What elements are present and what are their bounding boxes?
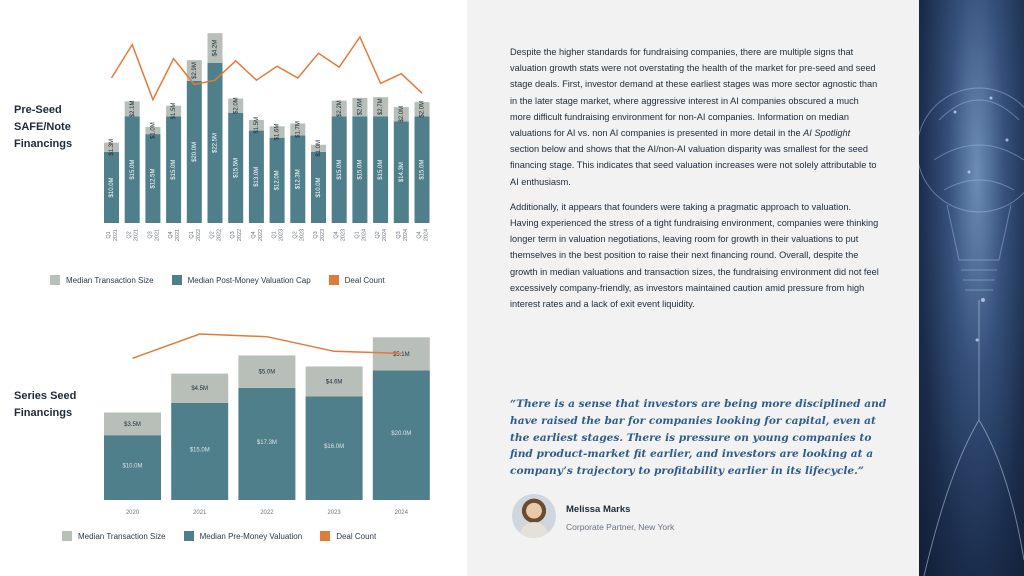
x-tick-year: 2021 — [133, 228, 140, 242]
seed-chart — [0, 320, 467, 525]
valuation-data-label: $12.5M — [150, 168, 157, 189]
transaction-size-data-label: $4.6M — [325, 379, 343, 386]
valuation-data-label: $17.3M — [256, 439, 277, 446]
x-tick-quarter: Q3 — [147, 231, 154, 239]
legend-label: Median Post-Money Valuation Cap — [187, 275, 311, 285]
charts-panel — [0, 0, 467, 576]
x-tick-year: 2023 — [278, 228, 285, 242]
valuation-data-label: $14.3M — [398, 162, 405, 183]
x-tick-year: 2022 — [216, 228, 223, 242]
valuation-data-label: $20.0M — [191, 141, 198, 162]
transaction-size-data-label: $2.0M — [419, 100, 426, 118]
x-tick-quarter: Q2 — [375, 231, 382, 239]
body-paragraph-1-part-a: Despite the higher standards for fundraising companies, there are multiple signs that valuation growth stats were not overstating the health of the market for pre-seed and seed stage deals. First, investor demand at these earliest stages was more sector agnostic than in the later stage market, where aggressive interest in AI companies obscured a much more difficult fundraising environment for non-AI companies. Information on median valuations for AI vs. non AI companies is presented in more detail in the — [510, 47, 878, 139]
legend-swatch-pre-money — [184, 531, 194, 541]
x-tick-year: 2023 — [319, 228, 326, 242]
preseed-chart — [0, 0, 467, 260]
network-node — [981, 298, 985, 302]
body-paragraph-1 — [510, 44, 880, 190]
x-tick-quarter: Q4 — [250, 231, 257, 239]
transaction-size-data-label: $2.6M — [357, 98, 364, 116]
valuation-data-label: $12.3M — [295, 169, 302, 190]
transaction-size-data-label: $5.1M — [392, 351, 410, 358]
x-tick-year: 2023 — [340, 228, 347, 242]
avatar — [512, 494, 556, 538]
legend-label: Median Transaction Size — [66, 275, 154, 285]
legend-item-transaction-size — [62, 531, 166, 541]
x-tick-quarter: Q2 — [209, 231, 216, 239]
body-text — [510, 44, 880, 321]
seed-label-line-2: Financings — [14, 407, 73, 419]
x-tick-quarter: Q4 — [168, 231, 175, 239]
seed-legend — [62, 531, 394, 541]
valuation-data-label: $10.0M — [109, 177, 116, 198]
transaction-size-data-label: $1.0M — [150, 122, 157, 139]
x-tick-quarter: Q1 — [354, 231, 361, 239]
network-node — [976, 339, 979, 342]
x-tick-quarter: Q1 — [188, 231, 195, 239]
x-tick-quarter: Q4 — [416, 231, 423, 239]
x-tick-year: 2024 — [402, 228, 409, 242]
person-title: Corporate Partner, New York — [566, 522, 675, 532]
legend-item-deal-count — [329, 275, 385, 285]
transaction-size-data-label: $2.1M — [129, 100, 136, 118]
transaction-size-data-label: $1.0M — [316, 139, 323, 157]
transaction-size-data-label: $1.5M — [253, 116, 260, 134]
x-tick-label: 2020 — [125, 510, 140, 516]
preseed-label-line-1: Pre-Seed — [14, 104, 62, 116]
light-beam-lines — [924, 300, 1024, 576]
avatar-shoulders — [520, 522, 548, 538]
x-tick-year: 2022 — [257, 228, 264, 242]
transaction-size-data-label: $1.6M — [274, 123, 281, 141]
bulb-neck — [947, 205, 1011, 260]
transaction-size-data-label: $2.2M — [336, 100, 343, 117]
x-tick-year: 2024 — [361, 228, 368, 242]
transaction-size-data-label: $2.7M — [378, 98, 385, 116]
valuation-data-label: $15.0M — [419, 159, 426, 180]
x-tick-label: 2023 — [327, 510, 341, 516]
transaction-size-data-label: $4.5M — [191, 386, 209, 393]
transaction-size-data-label: $2.9M — [191, 62, 198, 79]
network-node — [1006, 139, 1009, 142]
bulb-outline — [919, 88, 1024, 212]
x-tick-year: 2021 — [175, 228, 182, 242]
x-tick-year: 2021 — [112, 228, 119, 242]
valuation-data-label: $20.0M — [391, 431, 412, 438]
valuation-data-label: $15.0M — [357, 159, 364, 180]
x-tick-year: 2024 — [423, 228, 430, 242]
pull-quote: “There is a sense that investors are being more disciplined and have raised the bar for companies looking for capital, even at the earliest stages. There is pressure on young companies to find product-market fit earlier, and investors are looking at a company’s trajectory to profitability earlier in its lifecycle.” — [510, 398, 887, 478]
transaction-size-data-label: $1.3M — [109, 138, 116, 156]
legend-item-pre-money — [184, 531, 303, 541]
body-paragraph-2: Additionally, it appears that founders were taking a pragmatic approach to valuation. Having experienced the stress of a tight fundraising environment, companies were thinking longer term in valuation negotiations, leaving room for growth in their valuations to put themselves in the best position to raise their next financing round. Overall, despite the growth in median valuations and transaction sizes, the fundraising environment did not feel excessively company-friendly, as investors maintained caution amid pressure from high interest rates and a lack of exit event liquidity. — [510, 201, 879, 310]
preseed-label-line-3: Financings — [14, 138, 73, 150]
valuation-data-label: $10.0M — [122, 463, 143, 470]
x-tick-year: 2024 — [382, 228, 389, 242]
preseed-legend — [50, 275, 403, 285]
legend-swatch-transaction-size — [50, 275, 60, 285]
network-node — [990, 97, 993, 100]
legend-item-deal-count — [320, 531, 376, 541]
x-tick-quarter: Q4 — [333, 231, 340, 239]
body-paragraph-1-part-b: section below and shows that the AI/non-AI valuation disparity was smallest for the seed financing stage. This indicates that seed valuation increases were not solely attributable to AI enthusiasm. — [510, 144, 877, 187]
transaction-size-data-label: $2.0M — [233, 97, 240, 115]
x-tick-label: 2024 — [394, 510, 408, 516]
valuation-data-label: $15.0M — [378, 159, 385, 180]
valuation-data-label: $15.0M — [129, 159, 136, 180]
valuation-data-label: $15.0M — [189, 447, 210, 454]
x-tick-quarter: Q2 — [292, 231, 299, 239]
x-tick-quarter: Q1 — [271, 231, 278, 239]
legend-label: Median Pre-Money Valuation — [199, 531, 303, 541]
bulb-network-lines — [934, 100, 1024, 190]
transaction-size-data-label: $3.5M — [124, 421, 141, 428]
valuation-data-label: $15.0M — [171, 159, 178, 180]
valuation-data-label: $10.0M — [316, 177, 323, 198]
x-tick-year: 2021 — [154, 228, 161, 242]
x-tick-quarter: Q3 — [312, 231, 319, 239]
legend-swatch-transaction-size — [62, 531, 72, 541]
legend-item-transaction-size — [50, 275, 154, 285]
valuation-data-label: $12.0M — [274, 170, 281, 191]
x-tick-quarter: Q3 — [395, 231, 402, 239]
x-tick-quarter: Q1 — [105, 231, 112, 239]
transaction-size-data-label: $5.0M — [258, 369, 276, 376]
x-tick-year: 2022 — [237, 228, 244, 242]
x-tick-quarter: Q3 — [230, 231, 237, 239]
lightbulb-illustration — [919, 0, 1024, 576]
x-tick-year: 2022 — [195, 228, 202, 242]
x-tick-label: 2022 — [260, 510, 274, 516]
valuation-data-label: $15.5M — [233, 157, 240, 178]
transaction-size-data-label: $4.2M — [212, 39, 219, 57]
x-tick-year: 2023 — [299, 228, 306, 242]
lightbulb-image — [919, 0, 1024, 576]
valuation-data-label: $16.0M — [324, 444, 345, 451]
deal-count-line — [133, 334, 402, 358]
valuation-data-label: $15.0M — [336, 159, 343, 180]
x-tick-label: 2021 — [193, 510, 207, 516]
network-node — [968, 171, 971, 174]
transaction-size-data-label: $1.7M — [295, 121, 302, 138]
ai-spotlight-reference: AI Spotlight — [803, 128, 851, 139]
valuation-data-label: $13.0M — [253, 166, 260, 187]
person-name: Melissa Marks — [566, 504, 631, 515]
legend-label: Deal Count — [336, 531, 377, 541]
bulb-base — [961, 270, 997, 290]
x-tick-quarter: Q2 — [126, 231, 133, 239]
transaction-size-data-label: $1.5M — [171, 102, 178, 120]
seed-label-line-1: Series Seed — [14, 390, 77, 402]
legend-item-valuation-cap — [172, 275, 311, 285]
legend-label: Deal Count — [344, 275, 385, 285]
legend-label: Median Transaction Size — [78, 531, 166, 541]
legend-swatch-valuation-cap — [172, 275, 182, 285]
deal-count-line — [112, 37, 423, 100]
legend-swatch-deal-count — [320, 531, 330, 541]
legend-swatch-deal-count — [329, 275, 339, 285]
valuation-data-label: $22.5M — [212, 132, 219, 154]
preseed-label-line-2: SAFE/Note — [14, 121, 71, 133]
transaction-size-data-label: $2.0M — [398, 105, 405, 123]
network-node — [954, 111, 957, 114]
